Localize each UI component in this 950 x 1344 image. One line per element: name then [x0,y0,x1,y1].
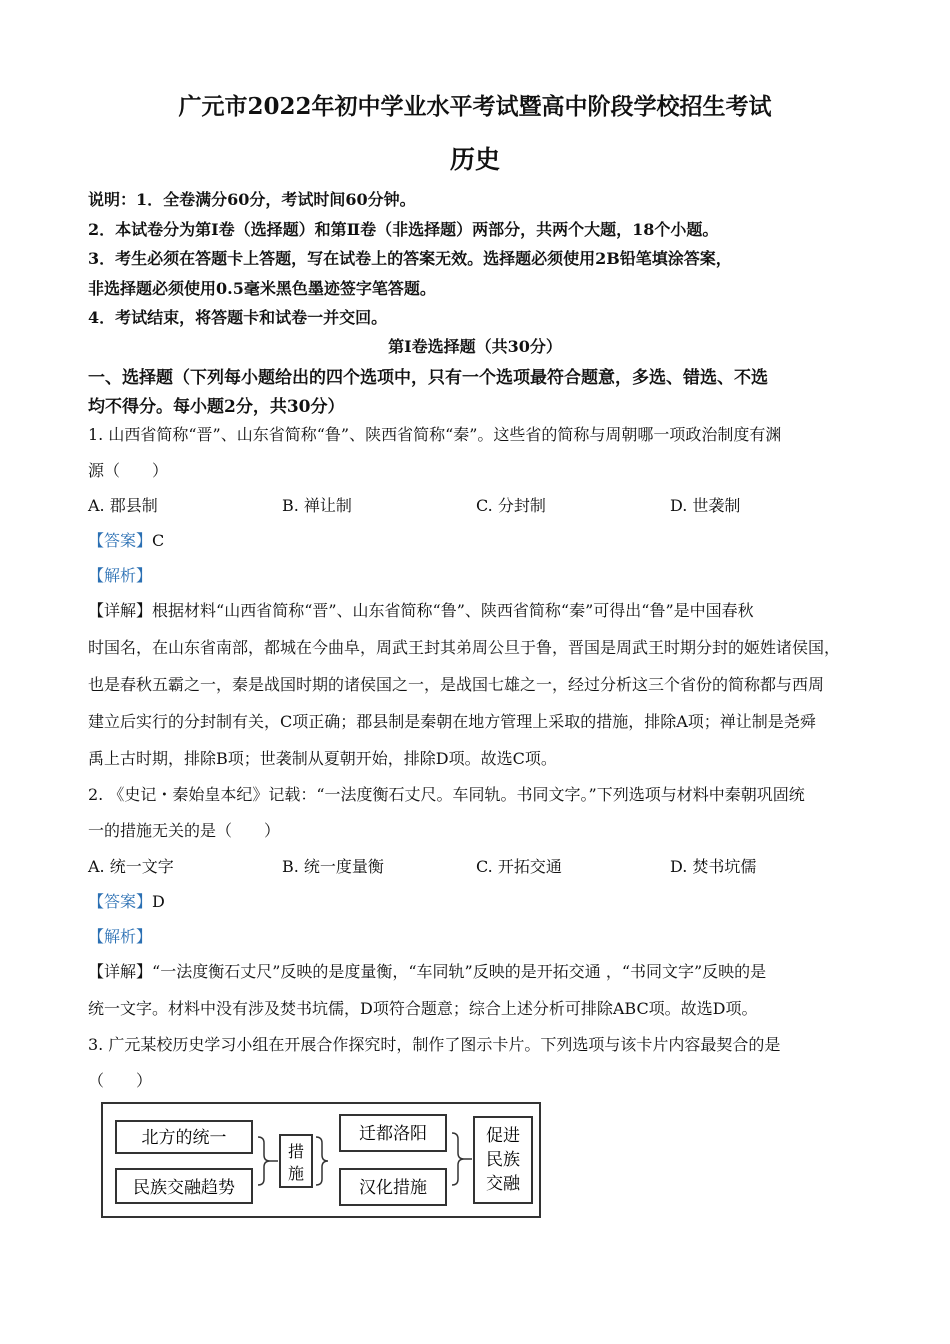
q1-stem-1: 1. 山西省简称“晋”、山东省简称“鲁”、陕西省简称“秦”。这些省的简称与周朝哪一项政治制度有渊 [88,425,782,444]
part-heading-2: 均不得分。每小题2分，共30分） [88,397,345,417]
diagram-trend-label: 民族交融趋势 [133,1178,235,1198]
section-title: 第Ⅰ卷选择题（共30分） [388,337,562,356]
q3-stem-1: 3. 广元某校历史学习小组在开展合作探究时，制作了图示卡片。下列选项与该卡片内容最契合的是 [88,1035,781,1054]
instruction-3: 3．考生必须在答题卡上答题，写在试卷上的答案无效。选择题必须使用2B铅笔填涂答案， [88,249,732,268]
q2-option-a: A. 统一文字 [88,857,174,876]
answer-tag: 【答案】 [88,892,153,911]
detail-tag: 【详解】 [88,962,153,981]
q1-detail-2: 时国名，在山东省南部，都城在今曲阜，周武王封其弟周公旦于鲁，晋国是周武王时期分封的姬姓诸侯国， [88,638,841,657]
q2-detail-text: “一法度衡石丈尺”反映的是度量衡，“车同轨”反映的是开拓交通 ，“书同文字”反映的是 [152,962,767,981]
q2-stem-2: 一的措施无关的是（ ） [88,821,281,840]
q1-answer-value: C [152,531,165,550]
brace-right [452,1133,464,1185]
q1-answer [88,528,164,551]
detail-tag: 【详解】 [88,601,153,620]
part-heading-1: 一、选择题（下列每小题给出的四个选项中，只有一个选项最符合题意，多选、错选、不选 [88,368,768,388]
q1-detail-1 [88,598,754,621]
q1-option-d: D. 世袭制 [670,496,741,515]
q1-detail-text: 根据材料“山西省简称“晋”、山东省简称“鲁”、陕西省简称“秦”可得出“鲁”是中国春秋 [152,601,754,620]
brace-left [258,1137,270,1185]
q1-option-b: B. 禅让制 [282,496,352,515]
diagram-result-label: 促进民族交融 [486,1126,520,1194]
diagram-north-label: 北方的统一 [141,1128,227,1148]
subject-title: 历史 [449,145,500,174]
q1-stem-2: 源（ ） [88,461,169,480]
q1-analysis-tag: 【解析】 [88,566,153,585]
q1-detail-5: 禹上古时期，排除B项；世袭制从夏朝开始，排除D项。故选C项。 [88,749,557,768]
q2-stem-1: 2. 《史记・秦始皇本纪》记载：“一法度衡石丈尺。车同轨。书同文字。”下列选项与材料中秦朝巩固统 [88,785,805,804]
diagram-sinicization-label: 汉化措施 [359,1178,427,1198]
diagram-capital-label: 迁都洛阳 [359,1124,427,1144]
diagram-measures-label: 措施 [287,1142,305,1183]
answer-tag: 【答案】 [88,531,153,550]
q2-analysis-tag: 【解析】 [88,927,153,946]
q1-detail-3: 也是春秋五霸之一，秦是战国时期的诸侯国之一，是战国七雄之一，经过分析这三个省份的简称都与西周 [88,675,825,694]
instruction-3-cont: 非选择题必须使用0.5毫米黑色墨迹签字笔答题。 [88,279,436,298]
q2-answer-value: D [152,892,165,911]
instruction-4: 4．考试结束，将答题卡和试卷一并交回。 [88,308,388,327]
brace-middle [316,1137,328,1185]
q2-detail-2: 统一文字。材料中没有涉及焚书坑儒，D项符合题意；综合上述分析可排除ABC项。故选D项。 [88,999,758,1018]
instruction-1: 说明：1．全卷满分60分，考试时间60分钟。 [88,190,416,209]
q3-diagram [100,1097,546,1223]
q2-option-b: B. 统一度量衡 [282,857,384,876]
q2-option-d: D. 焚书坑儒 [670,857,757,876]
q2-answer [88,889,165,912]
q3-stem-2: （ ） [88,1071,153,1090]
q1-detail-4: 建立后实行的分封制有关，C项正确；郡县制是秦朝在地方管理上采取的措施，排除A项；禅让制是尧舜 [88,712,816,731]
instruction-2: 2．本试卷分为第Ⅰ卷（选择题）和第Ⅱ卷（非选择题）两部分，共两个大题，18个小题。 [88,220,719,239]
q1-option-c: C. 分封制 [476,496,546,515]
q1-option-a: A. 郡县制 [88,496,158,515]
page-title: 广元市2022年初中学业水平考试暨高中阶段学校招生考试 [178,93,772,120]
q2-detail-1 [88,959,766,982]
q2-option-c: C. 开拓交通 [476,857,562,876]
